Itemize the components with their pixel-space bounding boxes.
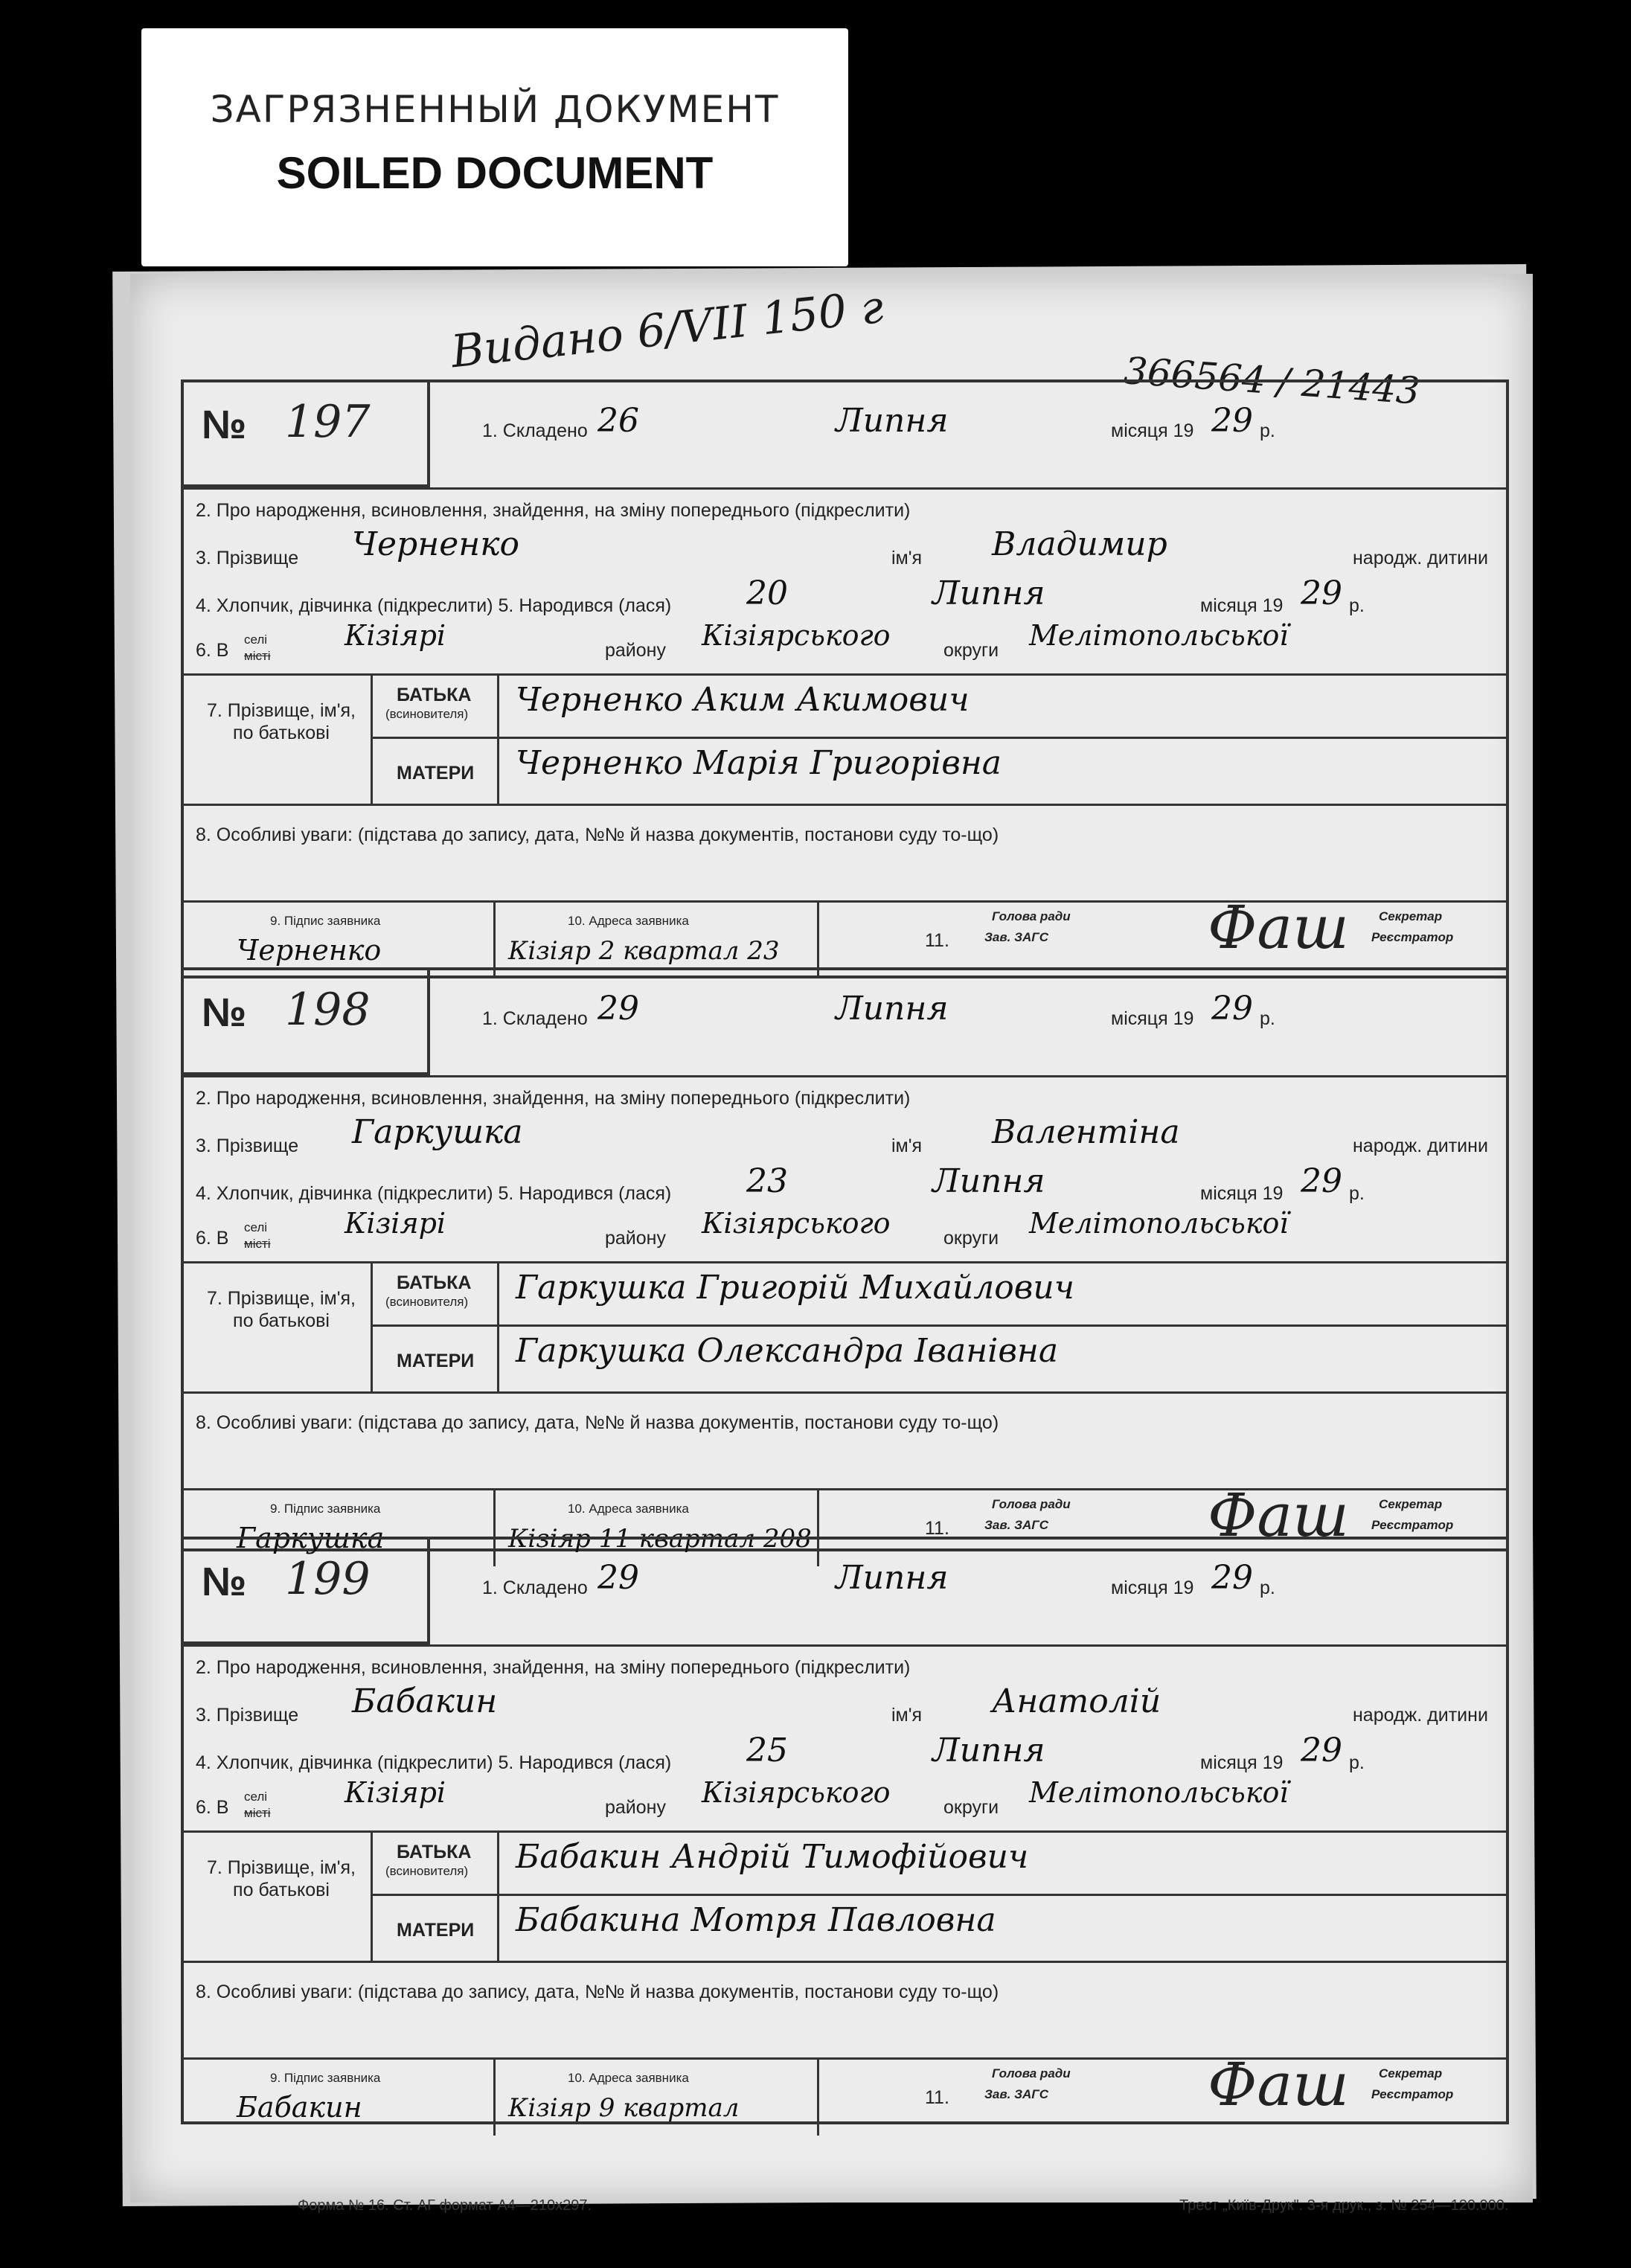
row-divider (181, 487, 1509, 490)
compiled-month: Липня (836, 990, 949, 1028)
compiled-label: 1. Складено (482, 420, 588, 441)
district-value: Кізіярського (702, 619, 891, 652)
father-label: БАТЬКА (397, 1842, 472, 1862)
surname-value: Черненко (352, 525, 519, 563)
village-value: Кізіярі (345, 619, 446, 652)
name-value: Владимир (992, 525, 1167, 563)
place-label: 6. В (196, 1228, 229, 1249)
official-signature: Фаш (1208, 893, 1349, 962)
village-value: Кізіярі (345, 1207, 446, 1240)
gender-born-label: 4. Хлопчик, дівчинка (підкреслити) 5. Народився (лася) (196, 595, 672, 616)
child-label: народж. дитини (1353, 1705, 1488, 1726)
head-label-2: Зав. ЗАГС (984, 930, 1049, 944)
born-month-year-label: місяця 19 (1200, 1183, 1284, 1204)
parents-label: 7. Прізвище, ім'я, по батькові (206, 1288, 356, 1331)
soiled-document-label (141, 28, 848, 266)
place-label: 6. В (196, 640, 229, 661)
born-year: 29 (1301, 574, 1342, 612)
label-russian: ЗАГРЯЗНЕННЫЙ ДОКУМЕНТ (210, 88, 780, 131)
born-day: 23 (746, 1162, 788, 1200)
born-month: Липня (932, 1162, 1045, 1200)
head-label-2: Зав. ЗАГС (984, 2087, 1049, 2101)
about-label: 2. Про народження, всиновлення, знайдення, на зміну попереднього (підкреслити) (196, 1657, 911, 1678)
town-label: місті (244, 649, 271, 663)
district-value: Кізіярського (702, 1776, 891, 1809)
applicant-signature: Черненко (237, 934, 382, 967)
compiled-year: 29 (1211, 402, 1253, 440)
child-label: народж. дитини (1353, 1135, 1488, 1156)
district-label: району (605, 640, 666, 661)
born-day: 20 (746, 574, 788, 612)
registrar-label: Реєстратор (1371, 2087, 1454, 2101)
register-sheet (130, 274, 1533, 2214)
born-year: 29 (1301, 1162, 1342, 1200)
issued-note: Видано 6/VII 150 г (448, 281, 886, 379)
record-number: 199 (285, 1553, 371, 1605)
record-number-box (181, 1537, 430, 1644)
mother-value: Бабакина Мотря Павловна (516, 1901, 996, 1939)
mother-value: Черненко Марія Григорівна (516, 744, 1002, 782)
notes-label: 8. Особливі уваги: (підстава до запису, дата, №№ й назва документів, постанови суду то-що) (196, 824, 999, 845)
father-label: БАТЬКА (397, 685, 472, 705)
applicant-sig-label: 9. Підпис заявника (270, 914, 381, 928)
head-label-1: Голова ради (992, 909, 1071, 923)
okrug-label: округи (943, 1797, 999, 1818)
about-label: 2. Про народження, всиновлення, знайдення, на зміну попереднього (підкреслити) (196, 1088, 911, 1109)
applicant-address: Кізіяр 2 квартал 23 (508, 936, 780, 966)
town-label: місті (244, 1806, 271, 1820)
form-footer-right: Трест „Київ-Друк". 3-я друк., з. № 254—120.000. (1179, 2197, 1509, 2214)
surname-label: 3. Прізвище (196, 1705, 299, 1726)
mother-label: МАТЕРИ (397, 1920, 475, 1941)
row-divider (371, 1894, 1509, 1896)
head-number: 11. (925, 930, 949, 951)
number-sign: № (202, 403, 247, 447)
village-label: селі (244, 632, 268, 647)
compiled-month: Липня (836, 1559, 949, 1597)
name-value: Валентіна (992, 1113, 1180, 1151)
record-number: 197 (285, 396, 371, 448)
district-value: Кізіярського (702, 1207, 891, 1240)
reference-number: 366564 / 21443 (1122, 349, 1422, 413)
year-suffix: р. (1260, 1577, 1275, 1598)
row-divider (181, 673, 1509, 676)
record-number-box (181, 967, 430, 1075)
month-year-label: місяця 19 (1111, 1577, 1194, 1598)
mother-value: Гаркушка Олександра Іванівна (516, 1332, 1059, 1370)
official-signature: Фаш (1208, 1481, 1349, 1550)
official-signature: Фаш (1208, 2050, 1349, 2119)
notes-label: 8. Особливі уваги: (підстава до запису, дата, №№ й назва документів, постанови суду то-що) (196, 1412, 999, 1433)
okrug-value: Мелітопольської (1029, 1207, 1289, 1240)
secretary-label: Секретар (1379, 909, 1443, 923)
okrug-value: Мелітопольської (1029, 619, 1289, 652)
adoptive-label: (всиновителя) (385, 1295, 469, 1309)
head-number: 11. (925, 1518, 949, 1539)
name-label: ім'я (891, 1705, 923, 1726)
father-label: БАТЬКА (397, 1272, 472, 1293)
born-year-suffix: р. (1349, 595, 1365, 616)
compiled-label: 1. Складено (482, 1577, 588, 1598)
compiled-month: Липня (836, 402, 949, 440)
secretary-label: Секретар (1379, 1497, 1443, 1511)
parents-label: 7. Прізвище, ім'я, по батькові (206, 700, 356, 743)
row-divider (371, 1324, 1509, 1327)
surname-value: Гаркушка (352, 1113, 523, 1151)
month-year-label: місяця 19 (1111, 420, 1194, 441)
compiled-label: 1. Складено (482, 1008, 588, 1029)
gender-born-label: 4. Хлопчик, дівчинка (підкреслити) 5. Народився (лася) (196, 1752, 672, 1773)
born-year: 29 (1301, 1732, 1342, 1769)
okrug-label: округи (943, 1228, 999, 1249)
head-number: 11. (925, 2087, 949, 2108)
father-value: Черненко Аким Акимович (516, 681, 970, 719)
head-label-1: Голова ради (992, 1497, 1071, 1511)
born-month: Липня (932, 1732, 1045, 1769)
row-divider (181, 804, 1509, 806)
applicant-addr-label: 10. Адреса заявника (568, 2071, 689, 2085)
about-label: 2. Про народження, всиновлення, знайдення, на зміну попереднього (підкреслити) (196, 500, 911, 521)
parents-label: 7. Прізвище, ім'я, по батькові (206, 1857, 356, 1900)
adoptive-label: (всиновителя) (385, 707, 469, 721)
place-label: 6. В (196, 1797, 229, 1818)
applicant-signature: Гаркушка (237, 1522, 385, 1554)
registrar-label: Реєстратор (1371, 1518, 1454, 1532)
father-value: Бабакин Андрій Тимофійович (516, 1838, 1029, 1876)
applicant-addr-label: 10. Адреса заявника (568, 1502, 689, 1516)
village-label: селі (244, 1220, 268, 1234)
row-divider (181, 1261, 1509, 1263)
col-divider (493, 2057, 496, 2136)
head-label-1: Голова ради (992, 2066, 1071, 2080)
compiled-day: 29 (597, 1559, 639, 1597)
compiled-day: 29 (597, 990, 639, 1028)
compiled-year: 29 (1211, 990, 1253, 1028)
applicant-sig-label: 9. Підпис заявника (270, 2071, 381, 2085)
village-label: селі (244, 1790, 268, 1804)
row-divider (181, 1961, 1509, 1963)
row-divider (371, 737, 1509, 739)
year-suffix: р. (1260, 1008, 1275, 1029)
row-divider (181, 1830, 1509, 1833)
applicant-address: Кізіяр 9 квартал (508, 2093, 740, 2123)
born-month-year-label: місяця 19 (1200, 1752, 1284, 1773)
born-month-year-label: місяця 19 (1200, 595, 1284, 616)
row-divider (181, 1644, 1509, 1647)
mother-label: МАТЕРИ (397, 1351, 475, 1371)
label-english: SOILED DOCUMENT (276, 148, 714, 198)
child-label: народж. дитини (1353, 548, 1488, 568)
surname-label: 3. Прізвище (196, 548, 299, 568)
okrug-value: Мелітопольської (1029, 1776, 1289, 1809)
born-month: Липня (932, 574, 1045, 612)
name-label: ім'я (891, 548, 923, 568)
compiled-year: 29 (1211, 1559, 1253, 1597)
registrar-label: Реєстратор (1371, 930, 1454, 944)
okrug-label: округи (943, 640, 999, 661)
born-day: 25 (746, 1732, 788, 1769)
secretary-label: Секретар (1379, 2066, 1443, 2080)
number-sign: № (202, 1560, 247, 1604)
name-label: ім'я (891, 1135, 923, 1156)
applicant-signature: Бабакин (237, 2091, 362, 2124)
form-footer-left: Форма № 16. Ст. АГ формат А4—210х297. (298, 2197, 592, 2214)
district-label: району (605, 1228, 666, 1249)
adoptive-label: (всиновителя) (385, 1864, 469, 1878)
district-label: району (605, 1797, 666, 1818)
village-value: Кізіярі (345, 1776, 446, 1809)
month-year-label: місяця 19 (1111, 1008, 1194, 1029)
record-number: 198 (285, 984, 371, 1036)
applicant-address: Кізіяр 11 квартал 208 (508, 1524, 812, 1554)
notes-label: 8. Особливі уваги: (підстава до запису, дата, №№ й назва документів, постанови суду то-що) (196, 1982, 999, 2002)
born-year-suffix: р. (1349, 1752, 1365, 1773)
gender-born-label: 4. Хлопчик, дівчинка (підкреслити) 5. Народився (лася) (196, 1183, 672, 1204)
number-sign: № (202, 990, 247, 1035)
birth-record (181, 967, 1509, 1554)
father-value: Гаркушка Григорій Михайлович (516, 1269, 1075, 1307)
compiled-day: 26 (597, 402, 639, 440)
year-suffix: р. (1260, 420, 1275, 441)
head-label-2: Зав. ЗАГС (984, 1518, 1049, 1532)
name-value: Анатолій (992, 1682, 1161, 1720)
mother-label: МАТЕРИ (397, 763, 475, 784)
applicant-addr-label: 10. Адреса заявника (568, 914, 689, 928)
birth-record (181, 379, 1509, 978)
birth-record (181, 1537, 1509, 2124)
applicant-sig-label: 9. Підпис заявника (270, 1502, 381, 1516)
surname-value: Бабакин (352, 1682, 498, 1720)
row-divider (181, 1391, 1509, 1394)
town-label: місті (244, 1237, 271, 1251)
row-divider (181, 1075, 1509, 1077)
surname-label: 3. Прізвище (196, 1135, 299, 1156)
col-divider (817, 2057, 819, 2136)
record-number-box (181, 379, 430, 487)
born-year-suffix: р. (1349, 1183, 1365, 1204)
